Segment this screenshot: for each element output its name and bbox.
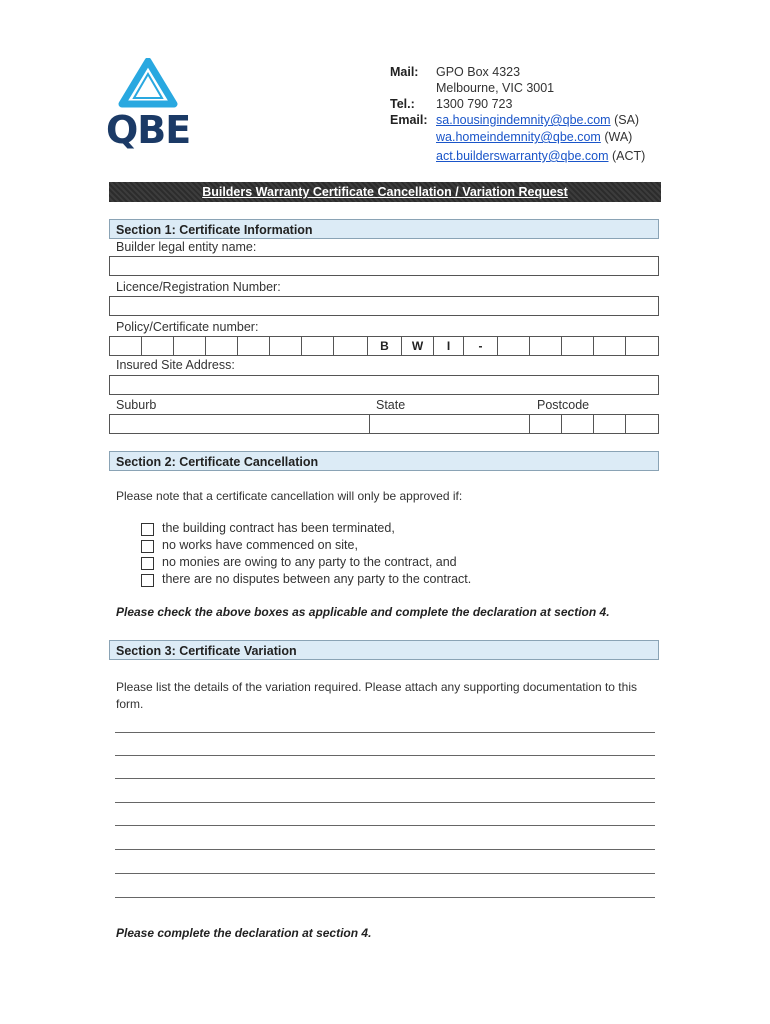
postcode-digit-cell[interactable] — [529, 415, 561, 433]
policy-digit-cell[interactable] — [173, 337, 205, 355]
section3-heading: Section 3: Certificate Variation — [109, 640, 659, 660]
form-title: Builders Warranty Certificate Cancellation / Variation Request — [109, 182, 661, 202]
licence-label: Licence/Registration Number: — [116, 280, 281, 294]
policy-digit-cell[interactable] — [237, 337, 269, 355]
condition-checkbox-3[interactable] — [141, 557, 154, 570]
section2-heading: Section 2: Certificate Cancellation — [109, 451, 659, 471]
builder-label: Builder legal entity name: — [116, 240, 257, 254]
postcode-digit-cell[interactable] — [561, 415, 593, 433]
variation-line[interactable] — [115, 732, 655, 733]
condition-text-1: the building contract has been terminated, — [162, 521, 395, 535]
section1-heading: Section 1: Certificate Information — [109, 219, 659, 239]
condition-text-3: no monies are owing to any party to the contract, and — [162, 555, 457, 569]
section3-note: Please complete the declaration at section 4. — [116, 926, 372, 940]
email-sa — [436, 113, 639, 127]
variation-line[interactable] — [115, 778, 655, 779]
qbe-triangle-logo-icon — [118, 58, 178, 108]
condition-checkbox-1[interactable] — [141, 523, 154, 536]
condition-text-2: no works have commenced on site, — [162, 538, 358, 552]
variation-line[interactable] — [115, 873, 655, 874]
email-region-wa: (WA) — [604, 130, 633, 144]
postcode-digit-cell[interactable] — [593, 415, 625, 433]
licence-number-field[interactable] — [109, 296, 659, 316]
cancellation-intro: Please note that a certificate cancellation will only be approved if: — [116, 489, 463, 503]
state-field[interactable] — [369, 415, 529, 433]
site-address-field[interactable] — [109, 375, 659, 395]
policy-digit-cell[interactable] — [109, 337, 141, 355]
variation-line[interactable] — [115, 849, 655, 850]
policy-label: Policy/Certificate number: — [116, 320, 259, 334]
policy-digit-cell[interactable] — [333, 337, 367, 355]
condition-checkbox-4[interactable] — [141, 574, 154, 587]
email-region-act: (ACT) — [611, 149, 646, 163]
condition-checkbox-2[interactable] — [141, 540, 154, 553]
tel-value: 1300 790 723 — [436, 97, 513, 111]
policy-prefix-i: I — [433, 337, 463, 355]
policy-digit-cell[interactable] — [529, 337, 561, 355]
policy-digit-cell[interactable] — [497, 337, 529, 355]
policy-digit-cell[interactable] — [561, 337, 593, 355]
variation-intro: Please list the details of the variation required. Please attach any supporting documentation to this form. — [116, 680, 637, 711]
suburb-state-postcode-row — [109, 414, 659, 434]
postcode-label: Postcode — [537, 398, 590, 412]
suburb-label: Suburb — [116, 398, 157, 412]
policy-prefix-w: W — [401, 337, 433, 355]
qbe-logo — [106, 58, 190, 150]
email-act — [436, 149, 645, 163]
email-label: Email: — [390, 113, 428, 127]
policy-prefix-dash: - — [463, 337, 497, 355]
variation-line[interactable] — [115, 802, 655, 803]
variation-line[interactable] — [115, 755, 655, 756]
policy-digit-cell[interactable] — [625, 337, 659, 355]
variation-line[interactable] — [115, 825, 655, 826]
address-label: Insured Site Address: — [116, 358, 235, 372]
email-link-wa[interactable]: wa.homeindemnity@qbe.com — [436, 130, 601, 144]
email-link-sa[interactable]: sa.housingindemnity@qbe.com — [436, 113, 611, 127]
mail-address-line1: GPO Box 4323 — [436, 65, 521, 79]
variation-line[interactable] — [115, 897, 655, 898]
policy-digit-cell[interactable] — [593, 337, 625, 355]
email-link-act[interactable]: act.builderswarranty@qbe.com — [436, 149, 609, 163]
policy-digit-cell[interactable] — [269, 337, 301, 355]
section2-note: Please check the above boxes as applicable and complete the declaration at section 4. — [116, 605, 610, 619]
state-label: State — [376, 398, 406, 412]
policy-prefix-b: B — [367, 337, 401, 355]
mail-label: Mail: — [390, 65, 419, 79]
condition-text-4: there are no disputes between any party to the contract. — [162, 572, 472, 586]
postcode-digit-cell[interactable] — [625, 415, 659, 433]
email-wa — [436, 130, 632, 144]
policy-digit-cell[interactable] — [141, 337, 173, 355]
suburb-field[interactable] — [109, 415, 369, 433]
policy-digit-cell[interactable] — [205, 337, 237, 355]
tel-label: Tel.: — [390, 97, 415, 111]
logo-wordmark: QBE — [106, 108, 191, 152]
mail-address-line2: Melbourne, VIC 3001 — [436, 81, 555, 95]
builder-name-field[interactable] — [109, 256, 659, 276]
policy-number-field[interactable] — [109, 336, 659, 356]
policy-digit-cell[interactable] — [301, 337, 333, 355]
email-region-sa: (SA) — [614, 113, 640, 127]
